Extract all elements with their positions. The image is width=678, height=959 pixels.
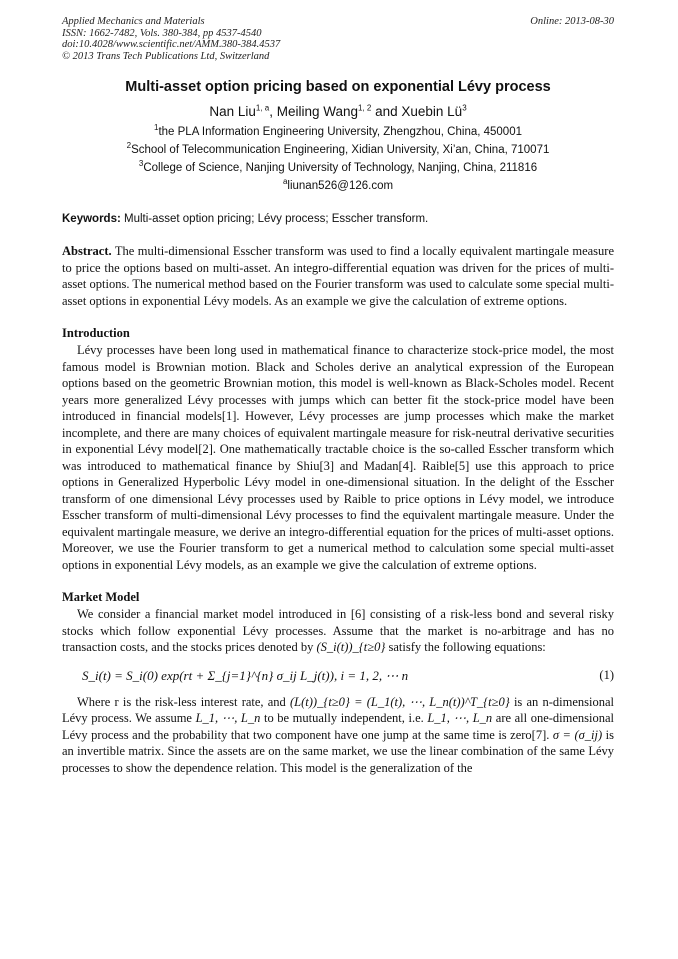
affil-text: liunan526@126.com — [287, 180, 394, 192]
section-heading-introduction: Introduction — [62, 326, 130, 340]
text-run: We consider a financial market model introduced in [6] consisting of a risk-less bond and several risky stocks which follow exponential Lévy processes. Assume that the market is no-arbitrage and has no transaction costs, and the stocks prices denoted by — [62, 607, 614, 654]
affil-text: School of Telecommunication Engineering, Xidian University, Xi’an, China, 710071 — [131, 144, 550, 156]
affiliation-3 — [62, 161, 614, 175]
affil-mark: 3 — [138, 159, 144, 169]
running-header — [62, 16, 614, 62]
equation-number: (1) — [599, 668, 614, 682]
text-run: to be mutually independent, i.e. — [260, 711, 428, 725]
affil-mark: a — [282, 177, 288, 187]
affiliation-list — [62, 125, 614, 193]
inline-math: (S_i(t))_{t≥0} — [316, 640, 386, 654]
online-date: Online: 2013-08-30 — [530, 16, 614, 27]
introduction-paragraph: Lévy processes have been long used in mathematical finance to characterize stock-price model, the most famous model is Brownian motion. Black and Scholes derive an analytical expression of the European options based on the geometric Brownian motion, this model is well-known as Black-Scholes model. Recent years more generalized Lévy processes with jumps which can better fit the stock-price model have been introduced in financial models[1]. However, Lévy processes are jump processes which make the market incomplete, and there are many choices of equivalent martingale measure for risk-neutral derivative securities in exponential Lévy model[2]. One mathematically tractable choice is the so-called Esscher transform which was introduced to mathematical finance by Shiu[3] and Madan[4]. Raible[5] use this approach to price options in Generalized Hyperbolic Lévy model in one-dimensional situation. In the delight of the Esscher transform of one dimensional Lévy processes used by Raible to price options in Lévy model, we introduce Esscher transform of multi-dimensional Lévy processes to find the equivalent martingale measure. Under the equivalent martingale measure, we derive an integro-differential equation for the prices of multi-asset options. Moreover, we use the Fourier transform to get a numerical method to calculation some special multi-asset options in exponential Lévy models, as an example we give the calculation of extreme options. — [62, 343, 614, 572]
keywords — [62, 213, 614, 225]
text-run: are all one-dimensional Lévy process and the probability that two component have one jump at the same time is zero[7]. — [62, 711, 615, 742]
inline-math: σ = (σ_ij) — [552, 727, 603, 742]
inline-math: (L(t))_{t≥0} = (L_1(t), ⋯, L_n(t))^T_{t≥0} — [290, 694, 510, 709]
equation-body: S_i(t) = S_i(0) exp(rt + Σ_{j=1}^{n} σ_ij L_j(t)), i = 1, 2, ⋯ n — [82, 667, 409, 683]
text-run: is an invertible matrix. Since the assets are on the same market, we use the linear combination of the same Lévy processes to show the dependence relation. This model is the generalization of the — [62, 727, 614, 775]
abstract-label: Abstract. — [62, 244, 112, 258]
author-email — [62, 179, 614, 193]
copyright-line: © 2013 Trans Tech Publications Ltd, Switzerland — [62, 50, 270, 62]
affiliation-1 — [62, 125, 614, 139]
issn-line: ISSN: 1662-7482, Vols. 380-384, pp 4537-4540 — [62, 27, 262, 39]
equation-1 — [82, 668, 614, 684]
market-model-paragraph-2 — [62, 694, 614, 777]
affil-text: College of Science, Nanjing University of Technology, Nanjing, China, 211816 — [143, 162, 538, 174]
market-model-paragraph-1 — [62, 606, 614, 656]
inline-math: L_1, ⋯, L_n — [195, 711, 261, 725]
text-run: Where r is the risk-less interest rate, and — [77, 694, 290, 709]
abstract — [62, 243, 614, 309]
text-run: is an n-dimensional Lévy process. We assume — [62, 694, 615, 725]
affiliation-2 — [62, 143, 614, 157]
abstract-text: The multi-dimensional Esscher transform was used to find a locally equivalent martingale measure to price the options based on multi-asset. An integro-differential equation was driven for the prices of multi-asset options. The numerical method based on the Fourier transform was used to calculate some special multi-asset options in exponential Lévy models. As an example we give the calculation of extreme options. — [62, 244, 614, 308]
section-heading-market-model: Market Model — [62, 590, 140, 604]
author-affil-mark: 1, 2 — [358, 103, 372, 113]
author-name: Nan Liu — [209, 104, 256, 119]
author-name: and Xuebin Lü — [371, 104, 463, 119]
author-list — [62, 104, 614, 119]
affil-mark: 1 — [154, 123, 159, 133]
inline-math: L_1, ⋯, L_n — [427, 711, 493, 725]
keywords-text: Multi-asset option pricing; Lévy process; Esscher transform. — [120, 213, 429, 225]
text-run: satisfy the following equations: — [385, 640, 546, 654]
journal-name: Applied Mechanics and Materials — [62, 16, 205, 27]
doi-line: doi:10.4028/www.scientific.net/AMM.380-384.4537 — [62, 39, 281, 50]
affil-text: the PLA Information Engineering University, Zhengzhou, China, 450001 — [158, 126, 522, 138]
author-affil-mark: 1, a — [255, 103, 270, 113]
affil-mark: 2 — [126, 141, 132, 151]
paper-title: Multi-asset option pricing based on exponential Lévy process — [125, 79, 551, 95]
keywords-label: Keywords: — [62, 213, 121, 225]
journal-info — [62, 16, 280, 62]
author-name: , Meiling Wang — [269, 104, 359, 119]
author-affil-mark: 3 — [462, 103, 467, 113]
